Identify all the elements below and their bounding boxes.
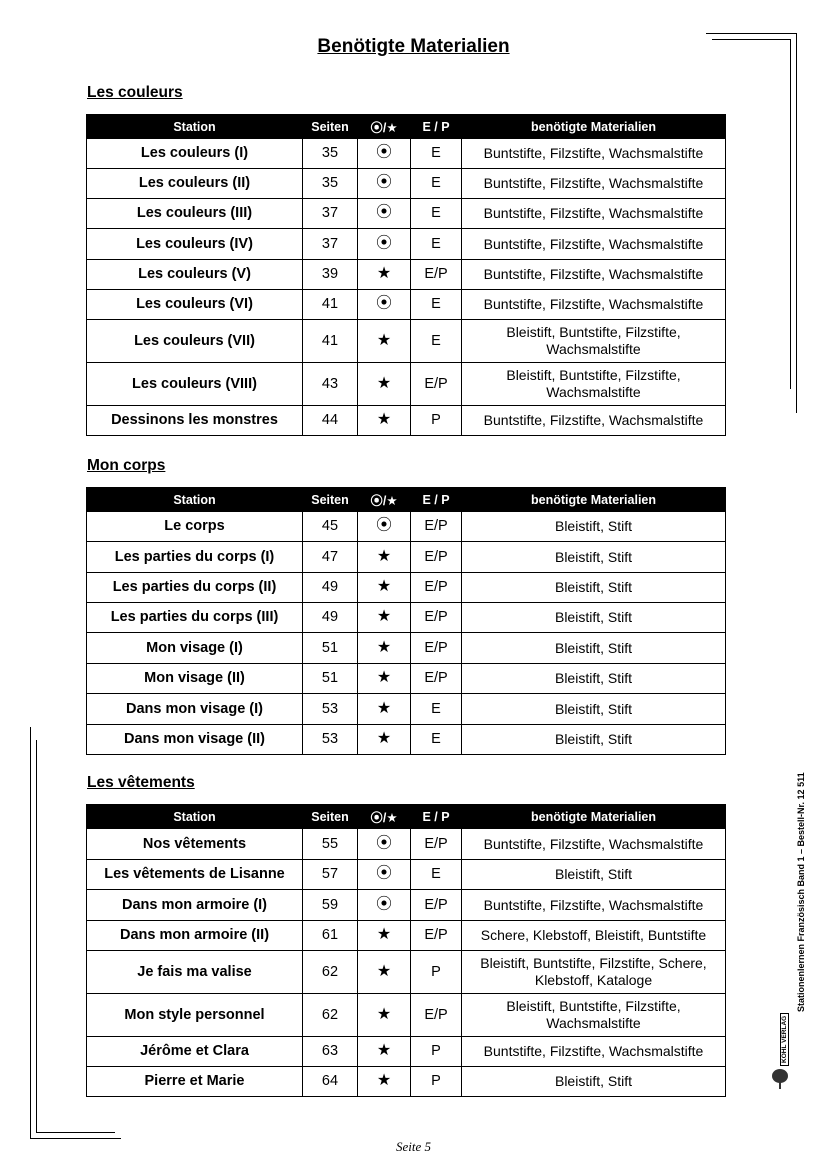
cell-seiten: 45	[303, 512, 358, 542]
cell-seiten: 35	[303, 139, 358, 169]
cell-ep: E/P	[411, 829, 462, 860]
table-header-row	[87, 488, 726, 512]
column-header-seiten: Seiten	[303, 488, 358, 512]
target-icon: ⦿	[375, 234, 392, 252]
target-icon: ⦿	[375, 865, 392, 882]
star-icon: ★	[376, 669, 392, 686]
cell-materialien: Schere, Klebstoff, Bleistift, Buntstifte	[462, 921, 726, 951]
cell-ep: P	[411, 406, 462, 436]
target-icon: ⦿	[375, 174, 392, 191]
cell-station: Dans mon visage (II)	[87, 725, 303, 755]
cell-seiten: 44	[303, 406, 358, 436]
column-header-materialien: benötigte Materialien	[462, 115, 726, 139]
column-header-materialien: benötigte Materialien	[462, 805, 726, 829]
frame-top-right-v1	[796, 33, 797, 413]
table-row	[87, 829, 726, 860]
cell-symbol	[358, 603, 411, 633]
cell-station: Le corps	[87, 512, 303, 542]
table-row	[87, 1037, 726, 1067]
cell-materialien: Buntstifte, Filzstifte, Wachsmalstifte	[462, 199, 726, 229]
column-header-ep: E / P	[411, 805, 462, 829]
cell-materialien: Bleistift, Stift	[462, 603, 726, 633]
materials-table-corps	[86, 487, 726, 755]
cell-station: Je fais ma valise	[87, 951, 303, 994]
cell-seiten: 37	[303, 229, 358, 260]
cell-ep: E/P	[411, 890, 462, 921]
star-icon: ★	[376, 926, 392, 943]
section-heading-couleurs: Les couleurs	[87, 84, 183, 101]
cell-station: Jérôme et Clara	[87, 1037, 303, 1067]
cell-ep: E	[411, 725, 462, 755]
cell-symbol	[358, 542, 411, 573]
table-row	[87, 951, 726, 994]
cell-seiten: 64	[303, 1067, 358, 1097]
table-row	[87, 890, 726, 921]
cell-ep: E	[411, 199, 462, 229]
frame-top-right-v2	[790, 39, 791, 389]
cell-symbol	[358, 890, 411, 921]
cell-symbol	[358, 363, 411, 406]
star-icon: ★	[376, 578, 392, 595]
page-title: Benötigte Materialien	[317, 36, 510, 57]
table-row	[87, 860, 726, 890]
cell-station: Les couleurs (II)	[87, 169, 303, 199]
column-header-seiten: Seiten	[303, 115, 358, 139]
cell-symbol	[358, 320, 411, 363]
cell-seiten: 47	[303, 542, 358, 573]
target-icon: ⦿	[375, 517, 392, 534]
cell-seiten: 35	[303, 169, 358, 199]
star-icon: ★	[376, 374, 392, 392]
cell-ep: E/P	[411, 573, 462, 603]
cell-materialien: Buntstifte, Filzstifte, Wachsmalstifte	[462, 229, 726, 260]
cell-station: Les parties du corps (III)	[87, 603, 303, 633]
cell-station: Les couleurs (IV)	[87, 229, 303, 260]
section-heading-vetements: Les vêtements	[87, 774, 195, 791]
star-icon: ★	[376, 1042, 392, 1059]
cell-station: Mon style personnel	[87, 994, 303, 1037]
table-row	[87, 1067, 726, 1097]
cell-materialien: Bleistift, Stift	[462, 512, 726, 542]
cell-ep: E	[411, 320, 462, 363]
cell-ep: E/P	[411, 603, 462, 633]
table-row	[87, 229, 726, 260]
star-icon: ★	[376, 608, 392, 625]
star-icon: ★	[376, 638, 392, 656]
star-icon: ★	[376, 730, 392, 747]
star-icon: ★	[376, 547, 392, 565]
column-header-symbol: ⦿/★	[358, 805, 411, 829]
cell-symbol	[358, 829, 411, 860]
materials-table-vetements	[86, 804, 726, 1097]
table-row	[87, 725, 726, 755]
cell-materialien: Bleistift, Stift	[462, 1067, 726, 1097]
cell-symbol	[358, 260, 411, 290]
cell-materialien: Bleistift, Buntstifte, Filzstifte, Schere, Klebstoff, Kataloge	[462, 951, 726, 994]
cell-seiten: 63	[303, 1037, 358, 1067]
table-row	[87, 664, 726, 694]
cell-symbol	[358, 1037, 411, 1067]
page-footer: Seite 5	[395, 1139, 431, 1154]
cell-ep: E	[411, 860, 462, 890]
cell-materialien: Bleistift, Stift	[462, 542, 726, 573]
frame-bottom-left-h2	[36, 1132, 115, 1133]
table-row	[87, 512, 726, 542]
frame-top-right-h1	[706, 33, 797, 34]
cell-symbol	[358, 139, 411, 169]
column-header-symbol: ⦿/★	[358, 488, 411, 512]
cell-station: Les parties du corps (II)	[87, 573, 303, 603]
cell-symbol	[358, 169, 411, 199]
table-row	[87, 542, 726, 573]
cell-ep: E	[411, 694, 462, 725]
cell-ep: E/P	[411, 921, 462, 951]
cell-symbol	[358, 633, 411, 664]
cell-symbol	[358, 994, 411, 1037]
section-heading-corps: Mon corps	[87, 457, 166, 474]
cell-seiten: 62	[303, 951, 358, 994]
cell-station: Les couleurs (III)	[87, 199, 303, 229]
cell-seiten: 59	[303, 890, 358, 921]
cell-seiten: 62	[303, 994, 358, 1037]
cell-materialien: Buntstifte, Filzstifte, Wachsmalstifte	[462, 169, 726, 199]
cell-ep: E/P	[411, 664, 462, 694]
cell-ep: P	[411, 1067, 462, 1097]
cell-symbol	[358, 664, 411, 694]
frame-bottom-left-v1	[30, 727, 31, 1139]
cell-ep: E/P	[411, 994, 462, 1037]
cell-station: Mon visage (II)	[87, 664, 303, 694]
column-header-ep: E / P	[411, 115, 462, 139]
cell-symbol	[358, 951, 411, 994]
cell-symbol	[358, 694, 411, 725]
cell-symbol	[358, 860, 411, 890]
column-header-symbol: ⦿/★	[358, 115, 411, 139]
publisher-logo: KOHL VERLAG	[780, 1013, 789, 1066]
tree-logo-icon	[770, 1068, 790, 1090]
cell-seiten: 41	[303, 320, 358, 363]
table-row	[87, 694, 726, 725]
cell-ep: E	[411, 290, 462, 320]
cell-ep: E/P	[411, 542, 462, 573]
column-header-station: Station	[87, 488, 303, 512]
cell-symbol	[358, 573, 411, 603]
cell-materialien: Buntstifte, Filzstifte, Wachsmalstifte	[462, 290, 726, 320]
target-icon: ⦿	[375, 204, 392, 221]
cell-materialien: Bleistift, Stift	[462, 633, 726, 664]
cell-station: Pierre et Marie	[87, 1067, 303, 1097]
table-row	[87, 994, 726, 1037]
table-row	[87, 921, 726, 951]
table-row	[87, 573, 726, 603]
cell-station: Dans mon armoire (II)	[87, 921, 303, 951]
cell-materialien: Bleistift, Buntstifte, Filzstifte, Wachsmalstifte	[462, 320, 726, 363]
cell-seiten: 51	[303, 664, 358, 694]
column-header-ep: E / P	[411, 488, 462, 512]
cell-materialien: Buntstifte, Filzstifte, Wachsmalstifte	[462, 139, 726, 169]
cell-station: Les couleurs (VI)	[87, 290, 303, 320]
table-row	[87, 260, 726, 290]
table-header-row	[87, 805, 726, 829]
cell-station: Dans mon armoire (I)	[87, 890, 303, 921]
cell-seiten: 53	[303, 694, 358, 725]
cell-symbol	[358, 290, 411, 320]
cell-station: Nos vêtements	[87, 829, 303, 860]
cell-station: Les couleurs (I)	[87, 139, 303, 169]
cell-materialien: Bleistift, Stift	[462, 694, 726, 725]
cell-seiten: 49	[303, 573, 358, 603]
column-header-seiten: Seiten	[303, 805, 358, 829]
table-row	[87, 320, 726, 363]
cell-station: Les couleurs (VIII)	[87, 363, 303, 406]
table-row	[87, 633, 726, 664]
star-icon: ★	[376, 1005, 392, 1023]
cell-materialien: Buntstifte, Filzstifte, Wachsmalstifte	[462, 260, 726, 290]
table-row	[87, 169, 726, 199]
cell-seiten: 51	[303, 633, 358, 664]
cell-seiten: 41	[303, 290, 358, 320]
star-icon: ★	[376, 699, 392, 717]
cell-station: Les parties du corps (I)	[87, 542, 303, 573]
cell-seiten: 55	[303, 829, 358, 860]
cell-symbol	[358, 725, 411, 755]
target-icon: ⦿	[375, 834, 392, 852]
cell-station: Dessinons les monstres	[87, 406, 303, 436]
frame-bottom-left-v2	[36, 740, 37, 1133]
cell-materialien: Buntstifte, Filzstifte, Wachsmalstifte	[462, 890, 726, 921]
cell-materialien: Buntstifte, Filzstifte, Wachsmalstifte	[462, 1037, 726, 1067]
cell-materialien: Bleistift, Stift	[462, 573, 726, 603]
cell-ep: P	[411, 951, 462, 994]
cell-seiten: 37	[303, 199, 358, 229]
cell-seiten: 43	[303, 363, 358, 406]
table-row	[87, 406, 726, 436]
target-icon: ⦿	[375, 895, 392, 913]
cell-ep: E/P	[411, 633, 462, 664]
star-icon: ★	[376, 962, 392, 980]
target-icon: ⦿	[375, 144, 392, 161]
cell-ep: E/P	[411, 260, 462, 290]
table-row	[87, 199, 726, 229]
cell-materialien: Bleistift, Buntstifte, Filzstifte, Wachsmalstifte	[462, 994, 726, 1037]
table-row	[87, 603, 726, 633]
cell-station: Les couleurs (V)	[87, 260, 303, 290]
cell-ep: E	[411, 229, 462, 260]
cell-seiten: 53	[303, 725, 358, 755]
cell-symbol	[358, 406, 411, 436]
cell-symbol	[358, 229, 411, 260]
table-row	[87, 139, 726, 169]
cell-symbol	[358, 512, 411, 542]
cell-materialien: Bleistift, Stift	[462, 860, 726, 890]
cell-station: Les vêtements de Lisanne	[87, 860, 303, 890]
star-icon: ★	[376, 331, 392, 349]
table-header-row	[87, 115, 726, 139]
cell-ep: P	[411, 1037, 462, 1067]
cell-symbol	[358, 921, 411, 951]
star-icon: ★	[376, 411, 392, 428]
side-order-text: Stationenlernen Französisch Band 1 – Bestell-Nr. 12 511	[796, 772, 806, 1012]
target-icon: ⦿	[375, 295, 392, 312]
cell-symbol	[358, 1067, 411, 1097]
cell-materialien: Bleistift, Stift	[462, 725, 726, 755]
cell-seiten: 57	[303, 860, 358, 890]
column-header-station: Station	[87, 115, 303, 139]
cell-ep: E	[411, 169, 462, 199]
table-row	[87, 363, 726, 406]
cell-seiten: 49	[303, 603, 358, 633]
cell-materialien: Bleistift, Buntstifte, Filzstifte, Wachsmalstifte	[462, 363, 726, 406]
cell-symbol	[358, 199, 411, 229]
table-row	[87, 290, 726, 320]
cell-station: Mon visage (I)	[87, 633, 303, 664]
cell-materialien: Buntstifte, Filzstifte, Wachsmalstifte	[462, 406, 726, 436]
cell-seiten: 39	[303, 260, 358, 290]
materials-table-couleurs	[86, 114, 726, 436]
cell-station: Les couleurs (VII)	[87, 320, 303, 363]
star-icon: ★	[376, 265, 392, 282]
cell-seiten: 61	[303, 921, 358, 951]
cell-ep: E	[411, 139, 462, 169]
cell-ep: E/P	[411, 363, 462, 406]
cell-ep: E/P	[411, 512, 462, 542]
cell-materialien: Bleistift, Stift	[462, 664, 726, 694]
column-header-station: Station	[87, 805, 303, 829]
column-header-materialien: benötigte Materialien	[462, 488, 726, 512]
star-icon: ★	[376, 1072, 392, 1089]
cell-materialien: Buntstifte, Filzstifte, Wachsmalstifte	[462, 829, 726, 860]
cell-station: Dans mon visage (I)	[87, 694, 303, 725]
